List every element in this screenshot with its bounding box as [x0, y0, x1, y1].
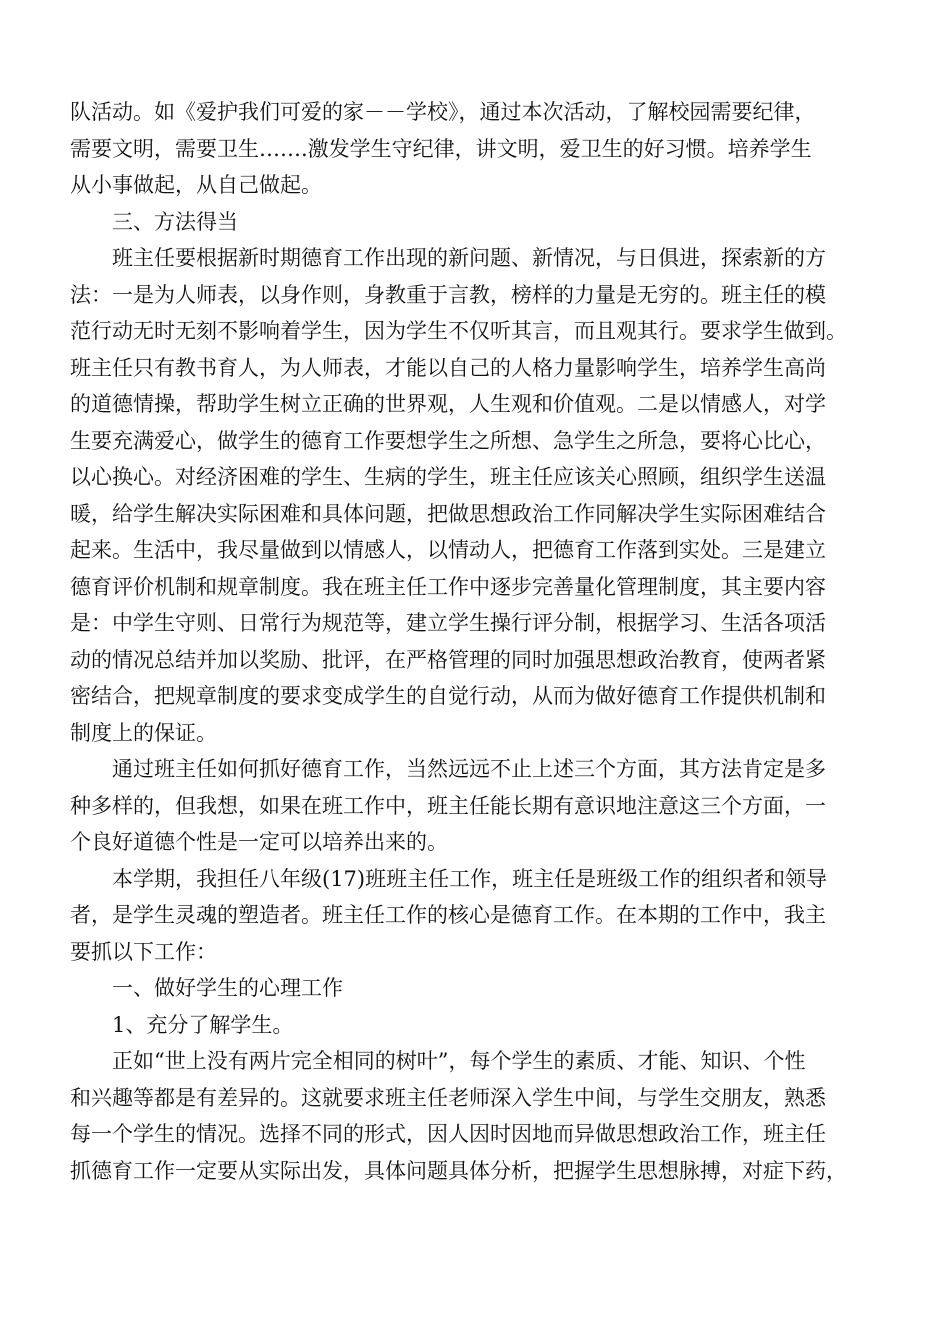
text-line: 起来。生活中，我尽量做到以情感人，以情动人，把德育工作落到实处。三是建立	[70, 538, 826, 562]
text-line: 要抓以下工作：	[70, 939, 217, 964]
text-line: 每一个学生的情况。选择不同的形式，因人因时因地而异做思想政治工作，班主任	[70, 1122, 826, 1146]
text-line: 和兴趣等都是有差异的。这就要求班主任老师深入学生中间，与学生交朋友，熟悉	[70, 1085, 826, 1110]
text-line: 种多样的，但我想，如果在班工作中，班主任能长期有意识地注意这三个方面，一	[70, 793, 826, 818]
text-line: 制度上的保证。	[70, 720, 217, 745]
text-line: 范行动无时无刻不影响着学生，因为学生不仅听其言，而且观其行。要求学生做到。	[70, 319, 847, 343]
text-line: 暖，给学生解决实际困难和具体问题，把做思想政治工作同解决学生实际困难结合	[70, 501, 826, 526]
text-line: 通过班主任如何抓好德育工作，当然远远不止上述三个方面，其方法肯定是多	[112, 757, 826, 781]
text-line: 从小事做起，从自己做起。	[70, 173, 322, 197]
text-line: 个良好道德个性是一定可以培养出来的。	[70, 830, 448, 854]
document-page	[70, 94, 890, 1189]
text-line: 队活动。如《爱护我们可爱的家－－学校》，通过本次活动，了解校园需要纪律，	[70, 100, 816, 124]
text-line: 班主任要根据新时期德育工作出现的新问题、新情况，与日俱进，探索新的方	[112, 246, 826, 270]
text-line: 本学期，我担任八年级(17)班班主任工作，班主任是班级工作的组织者和领导	[112, 866, 828, 891]
text-line: 生要充满爱心，做学生的德育工作要想学生之所想、急学生之所急，要将心比心，	[70, 428, 826, 453]
text-line: 是：中学生守则、日常行为规范等，建立学生操行评分制，根据学习、生活各项活	[70, 611, 826, 635]
text-line: 动的情况总结并加以奖励、批评，在严格管理的同时加强思想政治教育，使两者紧	[70, 647, 826, 672]
text-line: 的道德情操，帮助学生树立正确的世界观，人生观和价值观。二是以情感人，对学	[70, 392, 826, 416]
text-line: 德育评价机制和规章制度。我在班主任工作中逐步完善量化管理制度，其主要内容	[70, 574, 826, 599]
text-line: 密结合，把规章制度的要求变成学生的自觉行动，从而为做好德育工作提供机制和	[70, 684, 826, 708]
text-line: 班主任只有教书育人，为人师表，才能以自己的人格力量影响学生，培养学生高尚	[70, 355, 826, 380]
text-line: 1、充分了解学生。	[112, 1012, 294, 1037]
text-line: 者，是学生灵魂的塑造者。班主任工作的核心是德育工作。在本期的工作中，我主	[70, 903, 826, 927]
text-line: 以心换心。对经济困难的学生、生病的学生，班主任应该关心照顾，组织学生送温	[70, 465, 826, 489]
text-line: 三、方法得当	[112, 209, 238, 234]
text-line: 需要文明，需要卫生…….激发学生守纪律，讲文明，爱卫生的好习惯。培养学生	[70, 136, 812, 161]
text-line: 法：一是为人师表，以身作则，身教重于言教，榜样的力量是无穷的。班主任的模	[70, 282, 826, 307]
text-line: 正如“世上没有两片完全相同的树叶”，每个学生的素质、才能、知识、个性	[112, 1049, 806, 1073]
text-line: 一、做好学生的心理工作	[112, 976, 343, 1000]
text-line: 抓德育工作一定要从实际出发，具体问题具体分析，把握学生思想脉搏，对症下药，	[70, 1158, 847, 1183]
